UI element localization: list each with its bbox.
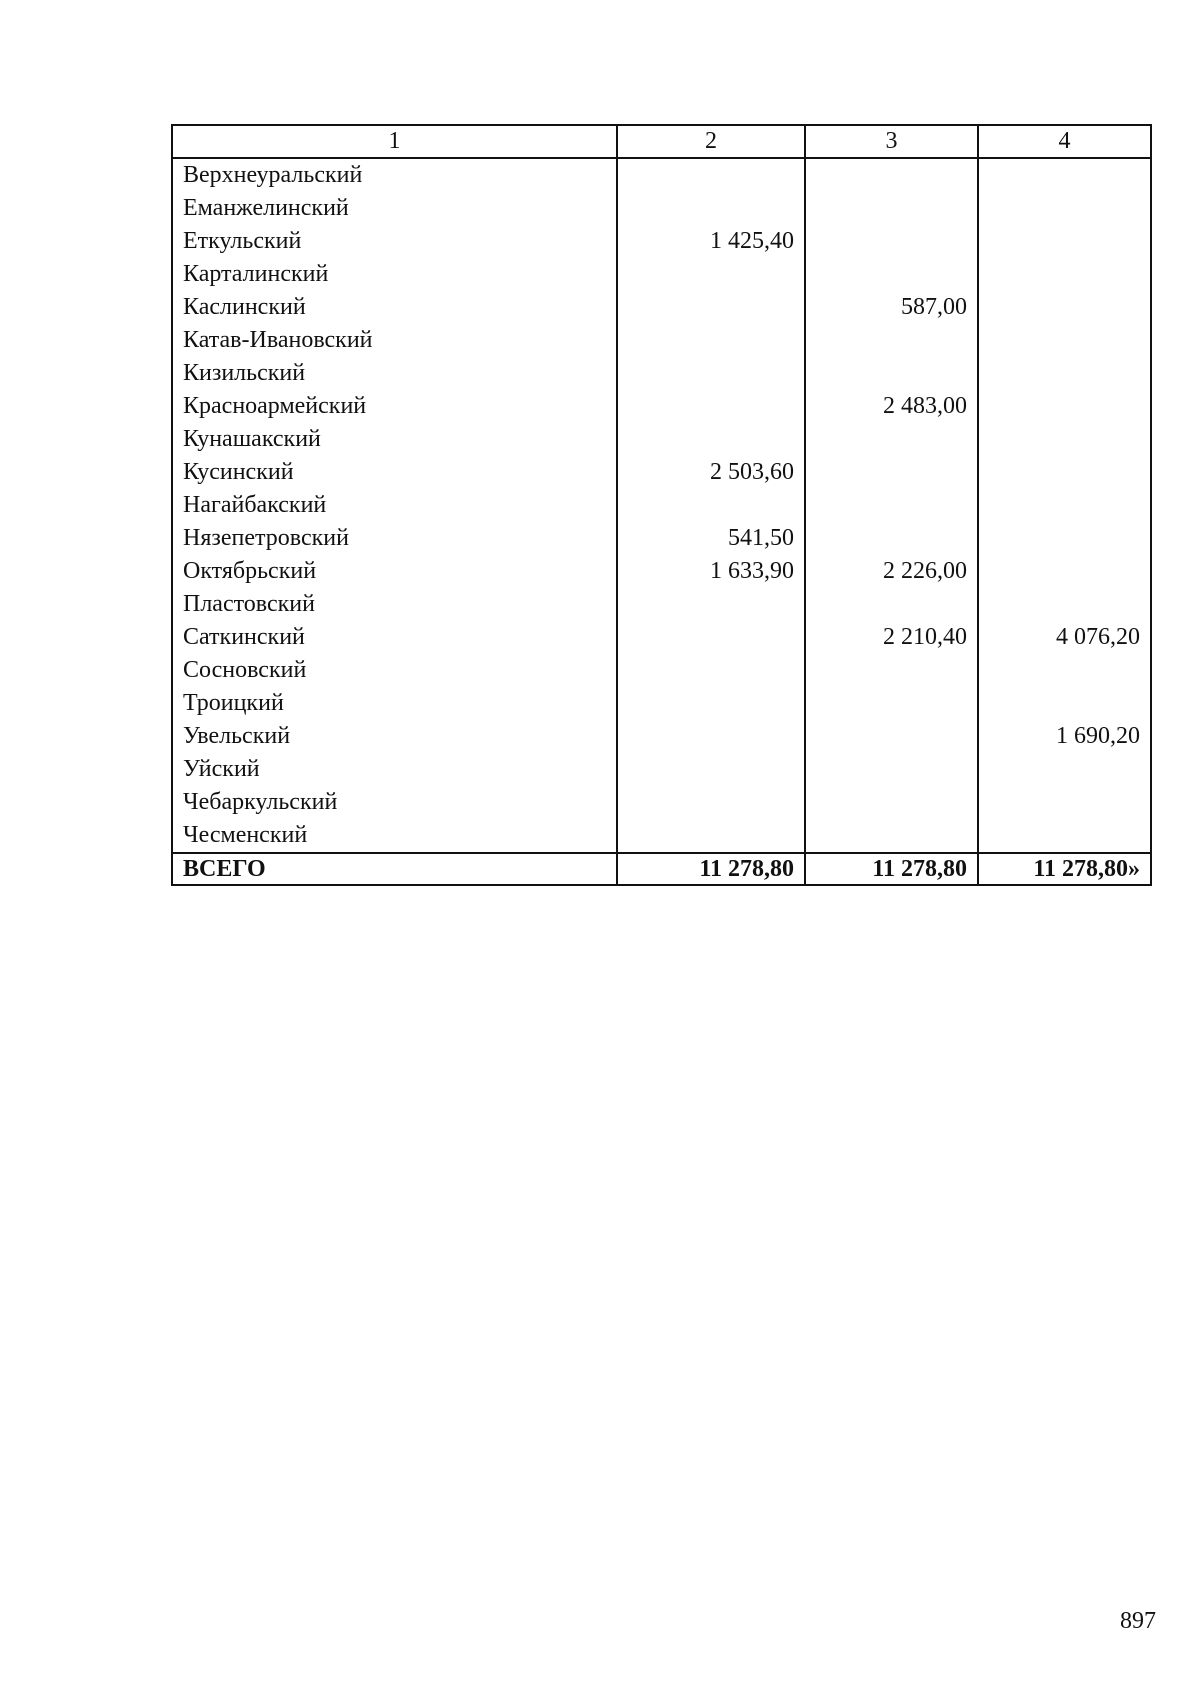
value-cell bbox=[978, 423, 1151, 456]
value-cell bbox=[617, 720, 805, 753]
table-row bbox=[172, 522, 1151, 555]
value-cell bbox=[978, 786, 1151, 819]
table-row bbox=[172, 324, 1151, 357]
value-cell bbox=[617, 357, 805, 390]
district-name: Октябрьский bbox=[172, 555, 617, 588]
value-cell bbox=[978, 192, 1151, 225]
value-cell: 1 690,20 bbox=[978, 720, 1151, 753]
value-cell: 2 226,00 bbox=[805, 555, 978, 588]
value-cell bbox=[617, 423, 805, 456]
district-name: Катав-Ивановский bbox=[172, 324, 617, 357]
header-row bbox=[172, 125, 1151, 158]
table-row bbox=[172, 720, 1151, 753]
district-name: Кусинский bbox=[172, 456, 617, 489]
value-cell bbox=[805, 324, 978, 357]
value-cell bbox=[805, 357, 978, 390]
value-cell bbox=[805, 225, 978, 258]
value-cell bbox=[805, 687, 978, 720]
page-number: 897 bbox=[1120, 1608, 1156, 1634]
value-cell bbox=[617, 687, 805, 720]
value-cell bbox=[617, 258, 805, 291]
value-cell bbox=[978, 489, 1151, 522]
table-row bbox=[172, 753, 1151, 786]
district-name: Пластовский bbox=[172, 588, 617, 621]
value-cell bbox=[805, 753, 978, 786]
district-name: Верхнеуральский bbox=[172, 158, 617, 192]
value-cell bbox=[617, 786, 805, 819]
value-cell bbox=[978, 753, 1151, 786]
table-row bbox=[172, 225, 1151, 258]
value-cell: 1 633,90 bbox=[617, 555, 805, 588]
value-cell bbox=[978, 158, 1151, 192]
value-cell: 4 076,20 bbox=[978, 621, 1151, 654]
table-footer bbox=[172, 853, 1151, 885]
value-cell bbox=[805, 654, 978, 687]
value-cell bbox=[617, 390, 805, 423]
total-row bbox=[172, 853, 1151, 885]
value-cell bbox=[617, 819, 805, 853]
value-cell bbox=[978, 357, 1151, 390]
value-cell bbox=[805, 192, 978, 225]
table-body bbox=[172, 158, 1151, 853]
value-cell bbox=[978, 654, 1151, 687]
district-name: Увельский bbox=[172, 720, 617, 753]
district-name: Еманжелинский bbox=[172, 192, 617, 225]
value-cell bbox=[617, 489, 805, 522]
value-cell bbox=[617, 291, 805, 324]
table-row bbox=[172, 158, 1151, 192]
value-cell bbox=[978, 555, 1151, 588]
value-cell bbox=[617, 621, 805, 654]
value-cell bbox=[978, 324, 1151, 357]
total-cell: 11 278,80 bbox=[617, 853, 805, 885]
district-name: Кизильский bbox=[172, 357, 617, 390]
value-cell bbox=[805, 720, 978, 753]
value-cell: 587,00 bbox=[805, 291, 978, 324]
value-cell bbox=[978, 456, 1151, 489]
value-cell bbox=[805, 819, 978, 853]
value-cell bbox=[978, 522, 1151, 555]
value-cell bbox=[805, 456, 978, 489]
district-name: Красноармейский bbox=[172, 390, 617, 423]
value-cell bbox=[805, 522, 978, 555]
value-cell bbox=[978, 588, 1151, 621]
table-row bbox=[172, 621, 1151, 654]
district-name: Нязепетровский bbox=[172, 522, 617, 555]
table-row bbox=[172, 654, 1151, 687]
value-cell bbox=[978, 390, 1151, 423]
district-name: Сосновский bbox=[172, 654, 617, 687]
value-cell bbox=[617, 753, 805, 786]
table-row bbox=[172, 456, 1151, 489]
value-cell bbox=[617, 324, 805, 357]
district-name: Чебаркульский bbox=[172, 786, 617, 819]
header-cell: 4 bbox=[978, 125, 1151, 158]
district-name: Еткульский bbox=[172, 225, 617, 258]
value-cell bbox=[805, 258, 978, 291]
table-row bbox=[172, 819, 1151, 853]
value-cell bbox=[617, 158, 805, 192]
table-row bbox=[172, 423, 1151, 456]
table-row bbox=[172, 687, 1151, 720]
header-cell: 2 bbox=[617, 125, 805, 158]
table-row bbox=[172, 489, 1151, 522]
total-cell: 11 278,80» bbox=[978, 853, 1151, 885]
value-cell: 2 483,00 bbox=[805, 390, 978, 423]
value-cell: 1 425,40 bbox=[617, 225, 805, 258]
value-cell bbox=[978, 225, 1151, 258]
district-name: Уйский bbox=[172, 753, 617, 786]
value-cell bbox=[617, 192, 805, 225]
table-row bbox=[172, 291, 1151, 324]
value-cell: 2 503,60 bbox=[617, 456, 805, 489]
table-row bbox=[172, 555, 1151, 588]
district-name: Кунашакский bbox=[172, 423, 617, 456]
district-name: Карталинский bbox=[172, 258, 617, 291]
table-header bbox=[172, 125, 1151, 158]
total-label: ВСЕГО bbox=[172, 853, 617, 885]
table-row bbox=[172, 588, 1151, 621]
value-cell bbox=[978, 291, 1151, 324]
value-cell bbox=[805, 786, 978, 819]
district-name: Каслинский bbox=[172, 291, 617, 324]
district-name: Троицкий bbox=[172, 687, 617, 720]
value-cell bbox=[978, 258, 1151, 291]
value-cell bbox=[805, 489, 978, 522]
table-row bbox=[172, 357, 1151, 390]
header-cell: 3 bbox=[805, 125, 978, 158]
district-name: Саткинский bbox=[172, 621, 617, 654]
allocation-table bbox=[171, 124, 1152, 886]
table-row bbox=[172, 192, 1151, 225]
district-name: Чесменский bbox=[172, 819, 617, 853]
header-cell: 1 bbox=[172, 125, 617, 158]
value-cell bbox=[978, 819, 1151, 853]
value-cell bbox=[805, 423, 978, 456]
district-name: Нагайбакский bbox=[172, 489, 617, 522]
value-cell bbox=[805, 588, 978, 621]
value-cell bbox=[805, 158, 978, 192]
value-cell bbox=[617, 654, 805, 687]
total-cell: 11 278,80 bbox=[805, 853, 978, 885]
value-cell: 541,50 bbox=[617, 522, 805, 555]
value-cell bbox=[978, 687, 1151, 720]
value-cell: 2 210,40 bbox=[805, 621, 978, 654]
table-row bbox=[172, 258, 1151, 291]
table-row bbox=[172, 786, 1151, 819]
table-row bbox=[172, 390, 1151, 423]
value-cell bbox=[617, 588, 805, 621]
